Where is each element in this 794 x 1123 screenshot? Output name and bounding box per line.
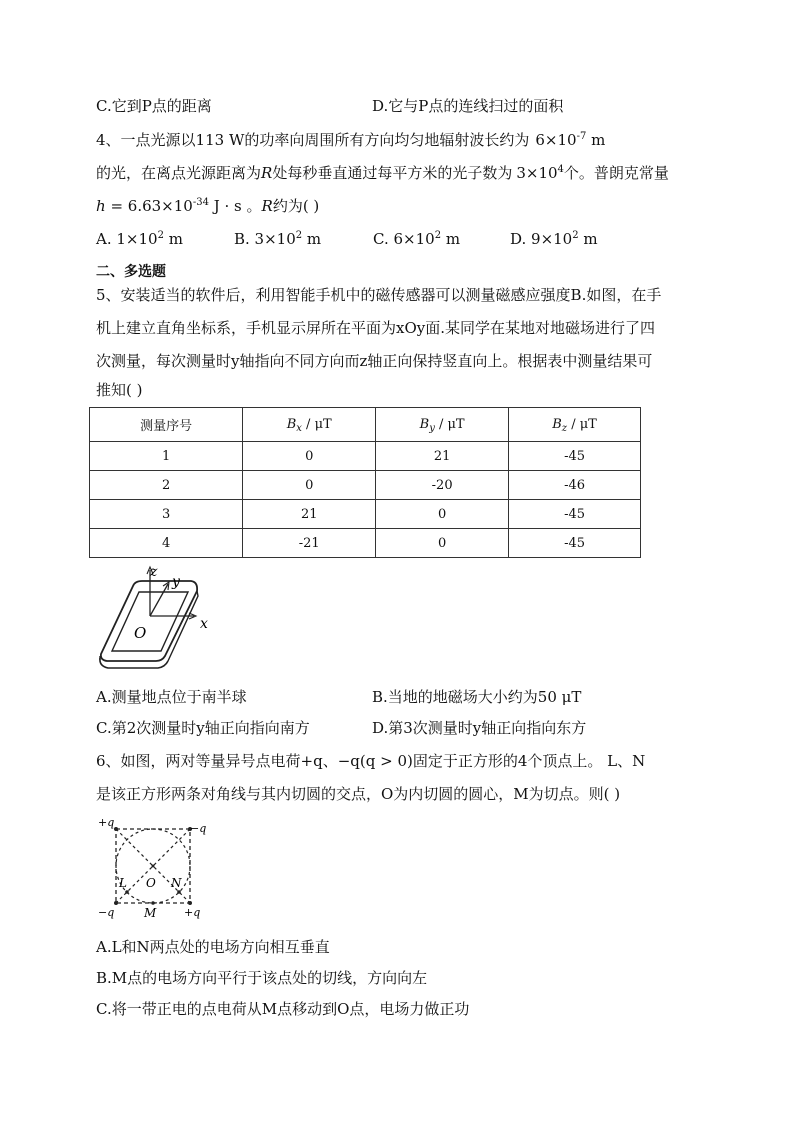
q4-option-d: D. $9\times 10^2$ m [510,230,598,248]
q5-line-4: 推知( ) [96,381,143,399]
q4-option-a: A. $1\times 10^2$ m [96,230,183,248]
phone-axes-figure [92,560,222,675]
q6-line-1: 6、如图，两对等量异号点电荷+q、−q(q > 0)固定于正方形的4个顶点上。 L、N [96,752,646,770]
q6-line-2: 是该正方形两条对角线与其内切圆的交点，O为内切圆的圆心，M为切点。则( ) [96,785,621,803]
axis-label-z: z [150,564,158,580]
q4-option-c: C. $6\times 10^2$ m [373,230,461,248]
point-label-m: M [144,906,157,920]
header-bz: $B_z$ / μT [509,408,641,442]
table-cell: -21 [243,529,376,558]
table-cell: -20 [376,471,509,500]
q5-option-c: C.第2次测量时y轴正向指向南方 [96,719,310,737]
section-heading: 二、多选题 [96,264,166,280]
q4-option-b: B. $3\times 10^2$ m [234,230,322,248]
axis-label-y: y [172,574,180,590]
table-cell: 1 [90,442,243,471]
header-by: $B_y$ / μT [376,408,509,442]
table-cell: 0 [376,529,509,558]
table-cell: 21 [243,500,376,529]
table-row [90,500,641,529]
table-row [90,529,641,558]
q5-option-a: A.测量地点位于南半球 [96,688,247,706]
q4-line-1: 4、一点光源以113 W的功率向周围所有方向均匀地辐射波长约为 $6\times 10^{-7}$ m [96,131,606,149]
point-label-n: N [171,876,182,890]
table-cell: 21 [376,442,509,471]
q6-option-c: C.将一带正电的点电荷从M点移动到O点，电场力做正功 [96,1000,470,1018]
q4-line-2: 的光，在离点光源距离为R处每秒垂直通过每平方米的光子数为 $3\times 10^4$个。普朗克常量 [96,164,669,182]
table-cell: 2 [90,471,243,500]
axis-label-x: x [200,616,208,632]
table-row [90,442,641,471]
charges-square-figure [96,815,216,925]
origin-label: O [134,624,147,642]
q5-line-2: 机上建立直角坐标系，手机显示屏所在平面为xOy面.某同学在某地对地磁场进行了四 [96,319,656,337]
q6-option-b: B.M点的电场方向平行于该点处的切线，方向向左 [96,969,428,987]
table-cell: -45 [509,529,641,558]
table-cell: -45 [509,442,641,471]
header-bx: $B_x$ / μT [243,408,376,442]
charge-label-top-right: −q [190,822,207,835]
table-cell: -45 [509,500,641,529]
q3-option-c: C.它到P点的距离 [96,97,212,115]
q5-option-d: D.第3次测量时y轴正向指向东方 [372,719,587,737]
charge-label-bottom-left: −q [98,906,115,919]
point-label-o: O [146,876,156,890]
table-cell: 0 [376,500,509,529]
q6-option-a: A.L和N两点处的电场方向相互垂直 [96,938,330,956]
measurement-table [89,407,641,558]
q5-option-b: B.当地的地磁场大小约为50 μT [372,688,582,706]
charge-label-top-left: +q [98,816,115,829]
table-row [90,471,641,500]
q5-line-1: 5、安装适当的软件后，利用智能手机中的磁传感器可以测量磁感应强度B.如图，在手 [96,286,662,304]
table-cell: 0 [243,471,376,500]
q4-line-3: $h = 6.63\times 10^{-34}$ J · s 。R约为( ) [96,197,320,215]
charge-label-bottom-right: +q [184,906,201,919]
table-cell: 4 [90,529,243,558]
table-cell: -46 [509,471,641,500]
q5-line-3: 次测量，每次测量时y轴指向不同方向而z轴正向保持竖直向上。根据表中测量结果可 [96,352,653,370]
table-cell: 3 [90,500,243,529]
table-cell: 0 [243,442,376,471]
q3-option-d: D.它与P点的连线扫过的面积 [372,97,564,115]
table-header-row [90,408,641,442]
header-index: 测量序号 [90,408,243,442]
point-label-l: L [119,876,127,890]
